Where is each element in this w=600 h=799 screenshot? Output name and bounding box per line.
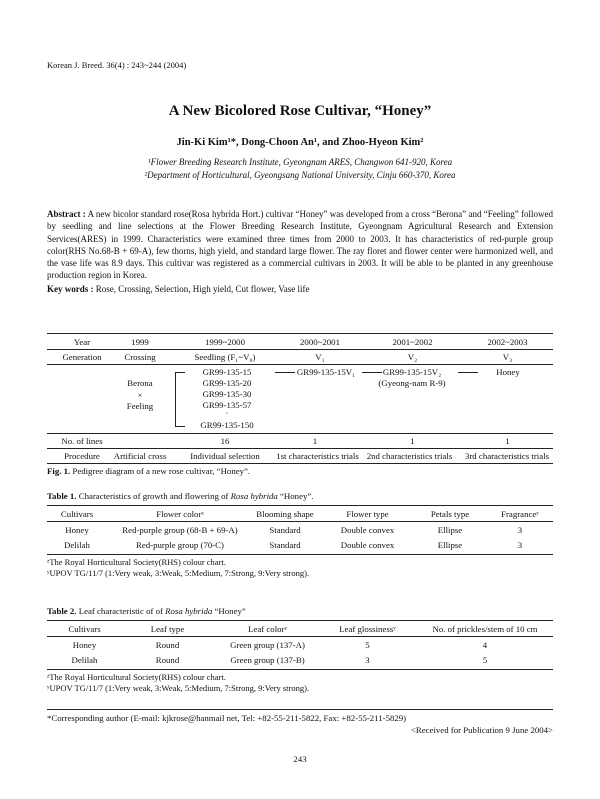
fig1-cross-symbol: ×: [137, 390, 143, 400]
fig1-year-1999: 1999: [131, 337, 149, 347]
abstract-label: Abstract :: [47, 209, 86, 219]
paper-title: A New Bicolored Rose Cultivar, “Honey”: [168, 103, 432, 119]
fig1-year-label: Year: [73, 337, 91, 347]
table2-cell: Delilah: [71, 655, 98, 665]
table1-cell: Delilah: [64, 540, 90, 550]
fig1-year-2001-2002: 2001~2002: [392, 337, 433, 347]
table2-cell: 5: [365, 640, 370, 650]
fig1-parent-1: Berona: [127, 378, 153, 388]
table2-cell: Green group (137-B): [230, 655, 305, 665]
corresponding-author: *Corresponding author (E-mail: kjkrose@hanmail net, Tel: +82-55-211-5822, Fax: +82-55-211-5829): [47, 713, 407, 723]
table2-note-1: ᶻThe Royal Horticultural Society(RHS) colour chart.: [47, 672, 226, 682]
page-number: 243: [293, 754, 307, 764]
affiliation-1: ¹Flower Breeding Research Institute, Gyeongnam ARES, Changwon 641-920, Korea: [147, 157, 453, 167]
table2-cell: Green group (137-A): [230, 640, 305, 650]
fig1-seedling: GR99-135-20: [202, 378, 252, 388]
table2-caption-label: Table 2.: [47, 606, 77, 616]
fig1-gen-seedling: Seedling (F₁~V₀): [194, 352, 256, 362]
table1-note-2: ʸUPOV TG/11/7 (1:Very weak, 3:Weak, 5:Medium, 7:Strong, 9:Very strong).: [47, 568, 310, 578]
fig1-generation-label: Generation: [62, 352, 102, 362]
table1-cell: 3: [517, 540, 523, 550]
table2-header: Leaf type: [150, 624, 185, 634]
fig1-caption-label: Fig. 1.: [47, 466, 71, 476]
table1-header: Blooming shape: [256, 509, 314, 519]
table2-cell: Honey: [72, 640, 97, 650]
table2-header: Leaf glossinessʸ: [339, 624, 396, 634]
fig1-lines-v2: 1: [410, 436, 415, 446]
fig1-lines-seedling: 16: [220, 436, 230, 446]
table1-cell: Double convex: [340, 540, 395, 550]
fig1-parent-2: Feeling: [126, 401, 154, 411]
fig1-v2-note: (Gyeong-nam R-9): [378, 378, 446, 388]
table1-header: Petals type: [430, 509, 470, 519]
table1-caption-text: Characteristics of growth and flowering of: [78, 491, 229, 501]
table2-cell: 4: [482, 640, 488, 650]
fig1-gen-v3: V₃: [502, 352, 513, 362]
author-list: Jin-Ki Kim¹*, Dong-Choon An¹, and Zhoo-Hyeon Kim²: [176, 137, 424, 148]
table1-header: Fragranceʸ: [501, 509, 539, 519]
fig1-seedling-ellipsis: ·: [225, 408, 229, 418]
table2-caption: [47, 606, 246, 616]
table2-cell: Round: [155, 655, 180, 665]
table1-caption-end: “Honey”.: [280, 491, 314, 501]
affiliation-2: ²Department of Horticultural, Gyeongsang National University, Cinju 660-370, Korea: [144, 170, 456, 180]
fig1-caption-text: Pedigree diagram of a new rose cultivar, “Honey”.: [72, 466, 251, 476]
fig1-procedure-label: Procedure: [64, 451, 100, 461]
table1-cell: Standard: [269, 540, 301, 550]
table1-header: Flower type: [346, 509, 389, 519]
table1-caption-species: Rosa hybrida: [230, 491, 278, 501]
fig1-v2-line: GR99-135-15V₂: [382, 367, 442, 377]
table2-caption-species: Rosa hybrida: [165, 606, 213, 616]
table1-caption: [47, 491, 314, 501]
table2-caption-end: “Honey”: [214, 606, 246, 616]
table2-caption-text: Leaf characteristic of of: [78, 606, 163, 616]
keywords-text: Rose, Crossing, Selection, High yield, Cut flower, Vase life: [95, 284, 310, 294]
table1-cell: Double convex: [340, 525, 395, 535]
fig1-lines-v3: 1: [505, 436, 510, 446]
fig1-seedling: GR99-135-57: [202, 400, 252, 410]
keywords: [47, 284, 309, 294]
received-date: <Received for Publication 9 June 2004>: [410, 725, 553, 735]
table1-cell: 3: [517, 525, 523, 535]
journal-citation: Korean J. Breed. 36(4) : 243~244 (2004): [47, 60, 187, 70]
table1-header: Flower colorᶻ: [156, 509, 204, 519]
fig1-procedure-selection: Individual selection: [190, 451, 260, 461]
abstract-text: A new bicolor standard rose(Rosa hybrida Hort.) cultivar “Honey” was developed from a cross “Berona” and “Feeling” followed by seedling and line selections at the Flower Breeding Research Institute, Gyeongnam Agricultural Research and Extension Services(ARES) in 1999. Characteristics were examined three times from 2000 to 2003. It has characteristics of red-purple group color(RHS No.68-B + 69-A), few thorns, high yield, and standard large flower. The ray floret and flower center were harmonized well, and the vase life was 8.9 days. This cultivar was registered as a commercial cultivars in 2003. It will be able to be planted in any greenhouse production region in Korea.: [47, 209, 553, 281]
table1-note-1: ᶻThe Royal Horticultural Society(RHS) colour chart.: [47, 557, 226, 567]
table1-cell: Ellipse: [437, 540, 463, 550]
fig1-caption: [47, 466, 250, 476]
fig1-year-1999-2000: 1999~2000: [205, 337, 245, 347]
fig1-gen-v1: V₁: [315, 352, 325, 362]
fig1-gen-crossing: Crossing: [124, 352, 156, 362]
table1-cell: Standard: [269, 525, 301, 535]
table1-caption-label: Table 1.: [47, 491, 77, 501]
fig1-gen-v2: V₂: [407, 352, 418, 362]
table2-header: Cultivars: [68, 624, 101, 634]
keywords-label: Key words :: [47, 284, 94, 294]
fig1-seedling: GR99-135-30: [202, 389, 252, 399]
table1-cell: Red-purple group (68-B + 69-A): [122, 525, 238, 535]
table1-cell: Honey: [65, 525, 89, 535]
fig1-seedling: GR99-135-15: [202, 367, 252, 377]
abstract: [47, 208, 553, 282]
fig1-procedure-trial-1: 1st characteristics trials: [276, 451, 359, 461]
fig1-procedure-trial-2: 2nd characteristics trials: [366, 451, 453, 461]
table1-cell: Red-purple group (70-C): [136, 540, 224, 550]
fig1-v1-line: GR99-135-15V₁: [296, 367, 356, 377]
fig1-v3-cultivar: Honey: [496, 367, 520, 377]
fig1-procedure-trial-3: 3rd characteristics trials: [464, 451, 550, 461]
table2-header: No. of prickles/stem of 10 cm: [432, 624, 538, 634]
table2-cell: 3: [365, 655, 370, 665]
fig1-year-2002-2003: 2002~2003: [487, 337, 528, 347]
fig1-lines-label: No. of lines: [61, 436, 103, 446]
table2-header: Leaf colorᶻ: [248, 624, 287, 634]
table1-cell: Ellipse: [437, 525, 463, 535]
fig1-year-2000-2001: 2000~2001: [300, 337, 340, 347]
fig1-procedure-cross: Artificial cross: [113, 451, 167, 461]
fig1-lines-v1: 1: [312, 436, 318, 446]
table2-cell: Round: [155, 640, 180, 650]
table2-note-2: ʸUPOV TG/11/7 (1:Very weak, 3:Weak, 5:Medium, 7:Strong, 9:Very strong).: [47, 683, 310, 693]
table1-header: Cultivars: [60, 509, 94, 519]
table2-cell: 5: [482, 655, 488, 665]
fig1-seedling: GR99-135-150: [200, 420, 254, 430]
